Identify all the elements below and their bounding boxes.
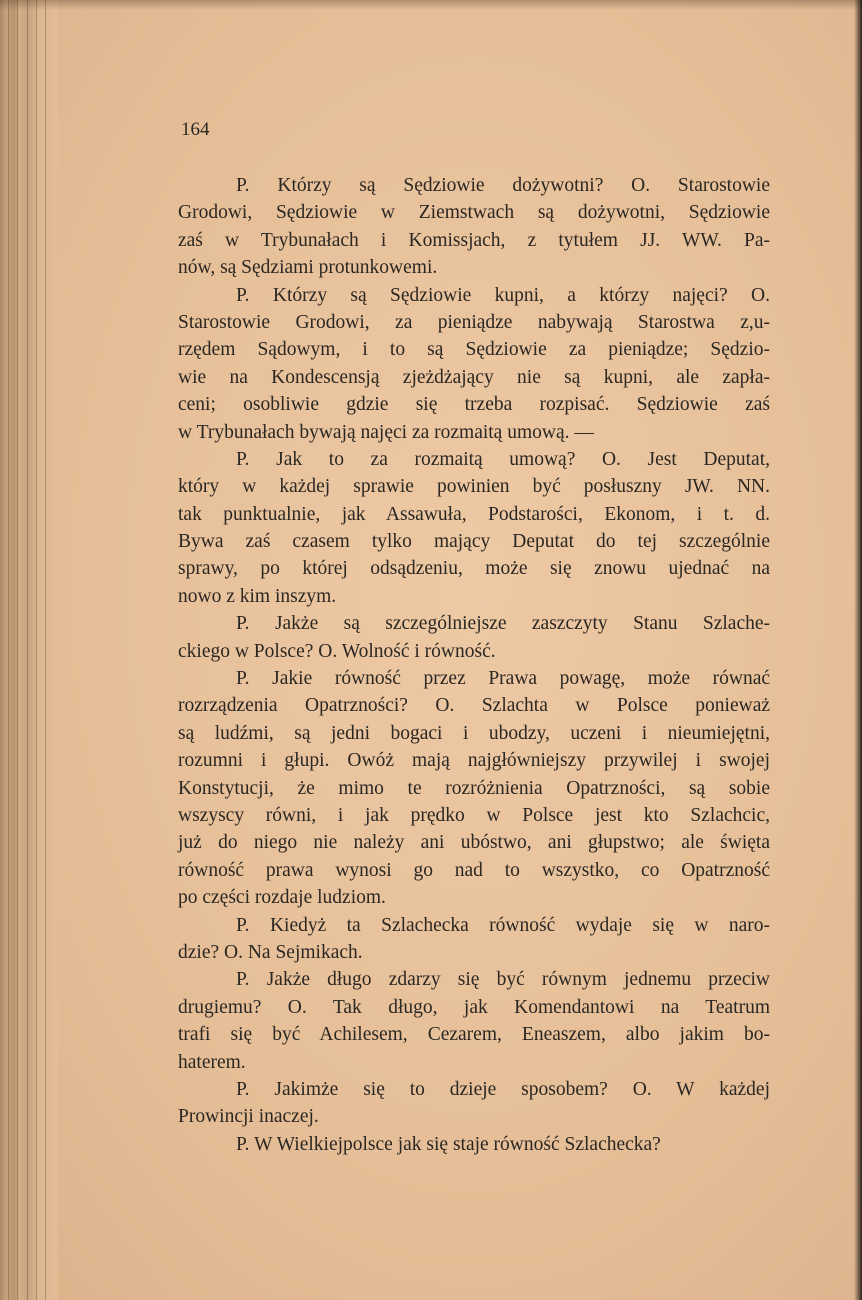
text-line: Grodowi, Sędziowie w Ziemstwach są dożywotni, Sędziowie bbox=[178, 202, 770, 224]
text-line: Konstytucji, że mimo te rozróżnienia Opatrzności, są sobie bbox=[178, 777, 770, 799]
text-line: już do niego nie należy ani ubóstwo, ani głupstwo; ale święta bbox=[178, 832, 770, 854]
text-line: który w każdej sprawie powinien być posłuszny JW. NN. bbox=[178, 476, 770, 498]
text-line: Bywa zaś czasem tylko mający Deputat do tej szczególnie bbox=[178, 531, 770, 553]
text-line: Prowincji inaczej. bbox=[178, 1106, 319, 1128]
text-line: P. W Wielkiejpolsce jak się staje równość Szlachecka? bbox=[236, 1133, 661, 1155]
text-line: tak punktualnie, jak Assawuła, Podstarości, Ekonom, i t. d. bbox=[178, 503, 770, 525]
page-number: 164 bbox=[181, 119, 210, 140]
text-line: P. Jakie równość przez Prawa powagę, może równać bbox=[236, 668, 770, 690]
text-line: rozumni i głupi. Owóż mają najgłówniejszy przywilej i swojej bbox=[178, 750, 770, 772]
text-line: haterem. bbox=[178, 1051, 246, 1073]
text-line: trafi się być Achilesem, Cezarem, Eneaszem, albo jakim bo- bbox=[178, 1024, 770, 1046]
text-line: rozrządzenia Opatrzności? O. Szlachta w Polsce ponieważ bbox=[178, 695, 770, 717]
text-line: drugiemu? O. Tak długo, jak Komendantowi na Teatrum bbox=[178, 996, 770, 1018]
body-text bbox=[178, 172, 770, 1158]
text-line: dzie? O. Na Sejmikach. bbox=[178, 941, 363, 963]
text-line: P. Jak to za rozmaitą umową? O. Jest Deputat, bbox=[236, 448, 770, 470]
text-line: zaś w Trybunałach i Komissjach, z tytułem JJ. WW. Pa- bbox=[178, 229, 770, 251]
text-line: wie na Kondescensją zjeżdżający nie są kupni, ale zapła- bbox=[178, 366, 770, 388]
top-shadow bbox=[0, 0, 862, 10]
text-line: P. Kiedyż ta Szlachecka równość wydaje się w naro- bbox=[236, 914, 770, 936]
text-line: w Trybunałach bywają najęci za rozmaitą umową. — bbox=[178, 421, 594, 443]
text-line: są ludźmi, są jedni bogaci i ubodzy, uczeni i nieumiejętni, bbox=[178, 722, 770, 744]
text-line: P. Jakimże się to dzieje sposobem? O. W każdej bbox=[236, 1078, 770, 1100]
text-line: Starostowie Grodowi, za pieniądze nabywają Starostwa z,u- bbox=[178, 311, 770, 333]
text-line: ceni; osobliwie gdzie się trzeba rozpisać. Sędziowie zaś bbox=[178, 394, 770, 416]
text-line: P. Jakże długo zdarzy się być równym jednemu przeciw bbox=[236, 969, 770, 991]
text-line: P. Jakże są szczególniejsze zaszczyty Stanu Szlache- bbox=[236, 613, 770, 635]
page-stack-edge bbox=[0, 0, 58, 1300]
text-line: ckiego w Polsce? O. Wolność i równość. bbox=[178, 640, 496, 662]
text-line: sprawy, po której odsądzeniu, może się znowu ujednać na bbox=[178, 558, 770, 580]
text-line: wszyscy równi, i jak prędko w Polsce jest kto Szlachcic, bbox=[178, 804, 770, 826]
text-line: po części rozdaje ludziom. bbox=[178, 887, 386, 909]
text-line: nów, są Sędziami protunkowemi. bbox=[178, 257, 438, 279]
text-line: równość prawa wynosi go nad to wszystko, co Opatrzność bbox=[178, 859, 770, 881]
text-line: P. Którzy są Sędziowie dożywotni? O. Starostowie bbox=[236, 175, 770, 196]
right-edge-shadow bbox=[854, 0, 862, 1300]
text-line: rzędem Sądowym, i to są Sędziowie za pieniądze; Sędzio- bbox=[178, 339, 770, 361]
text-line: nowo z kim inszym. bbox=[178, 585, 337, 607]
text-line: P. Którzy są Sędziowie kupni, a którzy najęci? O. bbox=[236, 284, 770, 306]
